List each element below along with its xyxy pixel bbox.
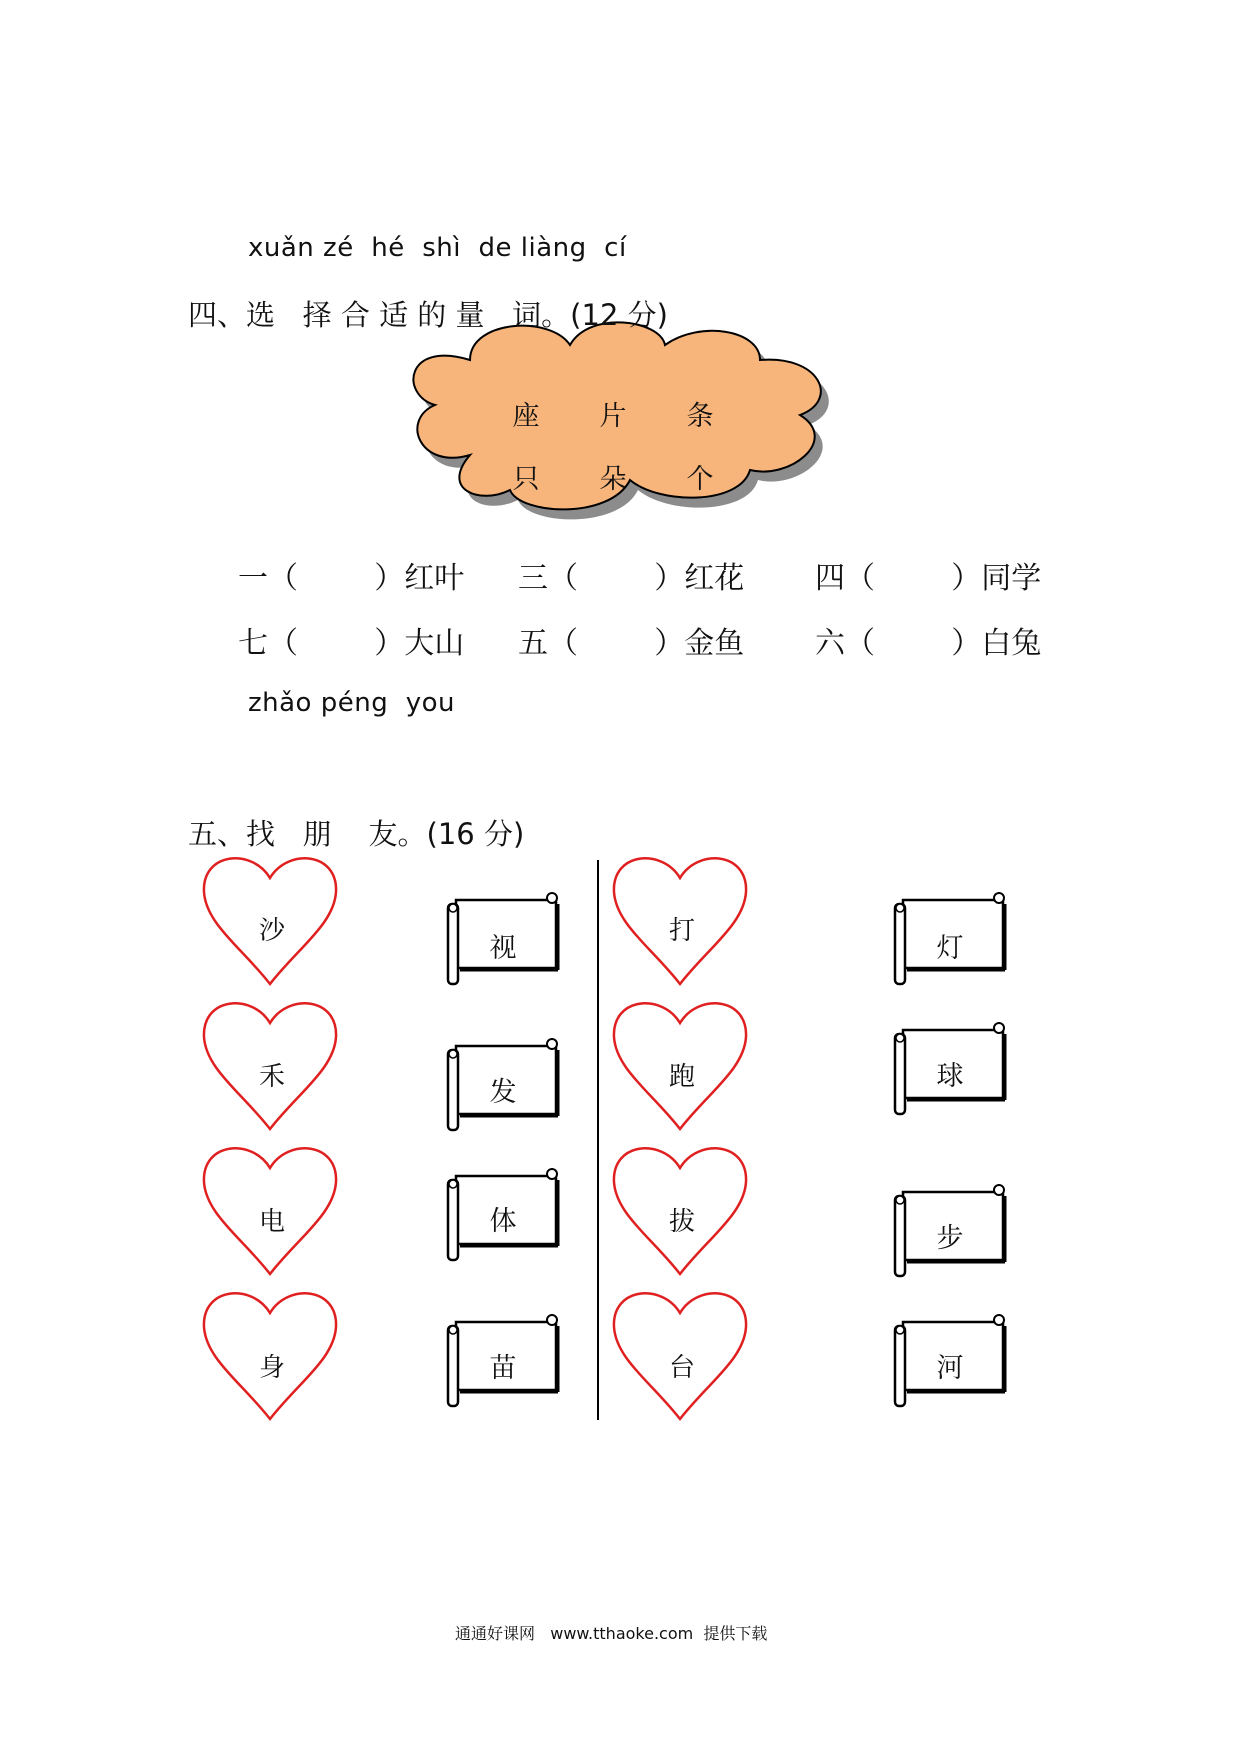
- scroll-word[interactable]: 河: [936, 1353, 964, 1384]
- heart-word[interactable]: 打: [668, 916, 695, 946]
- fill-blank-item[interactable]: 一（ ）红叶: [238, 561, 465, 596]
- cloud-word: 座: [512, 401, 540, 432]
- heart-word[interactable]: 跑: [668, 1062, 695, 1092]
- heart-word[interactable]: 禾: [258, 1062, 285, 1092]
- cloud-word: 个: [686, 464, 714, 495]
- scroll-word[interactable]: 苗: [489, 1353, 517, 1384]
- heart-word[interactable]: 身: [258, 1353, 285, 1383]
- footer-credit: 通通好课网 www.tthaoke.com 提供下载: [455, 1624, 768, 1643]
- scroll-word[interactable]: 步: [936, 1223, 964, 1254]
- fill-blank-item[interactable]: 七（ ）大山: [238, 626, 465, 661]
- section4-pinyin: xuǎn zé hé shì de liàng cí: [248, 233, 627, 263]
- fill-blank-item[interactable]: 四（ ）同学: [815, 561, 1042, 596]
- heart-word[interactable]: 电: [258, 1207, 285, 1237]
- scroll-word[interactable]: 发: [489, 1077, 517, 1108]
- section5-title: 五、找 朋 友。(16 分): [188, 817, 525, 851]
- fill-blank-item[interactable]: 五（ ）金鱼: [518, 626, 745, 661]
- scroll-word[interactable]: 灯: [936, 933, 964, 964]
- heart-word[interactable]: 拔: [668, 1207, 695, 1237]
- scroll-word[interactable]: 视: [489, 933, 517, 964]
- scroll-word[interactable]: 体: [489, 1206, 517, 1237]
- cloud-word: 片: [599, 401, 627, 432]
- cloud-word: 条: [686, 401, 714, 432]
- fill-blank-item[interactable]: 三（ ）红花: [518, 561, 745, 596]
- section4-title: 四、选 择 合 适 的 量 词。(12 分): [188, 298, 668, 332]
- section5-pinyin: zhǎo péng you: [248, 688, 456, 718]
- cloud-word: 朵: [599, 464, 627, 495]
- cloud-word: 只: [512, 464, 540, 495]
- heart-word[interactable]: 台: [668, 1353, 695, 1383]
- scroll-word[interactable]: 球: [936, 1061, 964, 1092]
- heart-word[interactable]: 沙: [258, 916, 285, 946]
- fill-blank-item[interactable]: 六（ ）白兔: [815, 626, 1042, 661]
